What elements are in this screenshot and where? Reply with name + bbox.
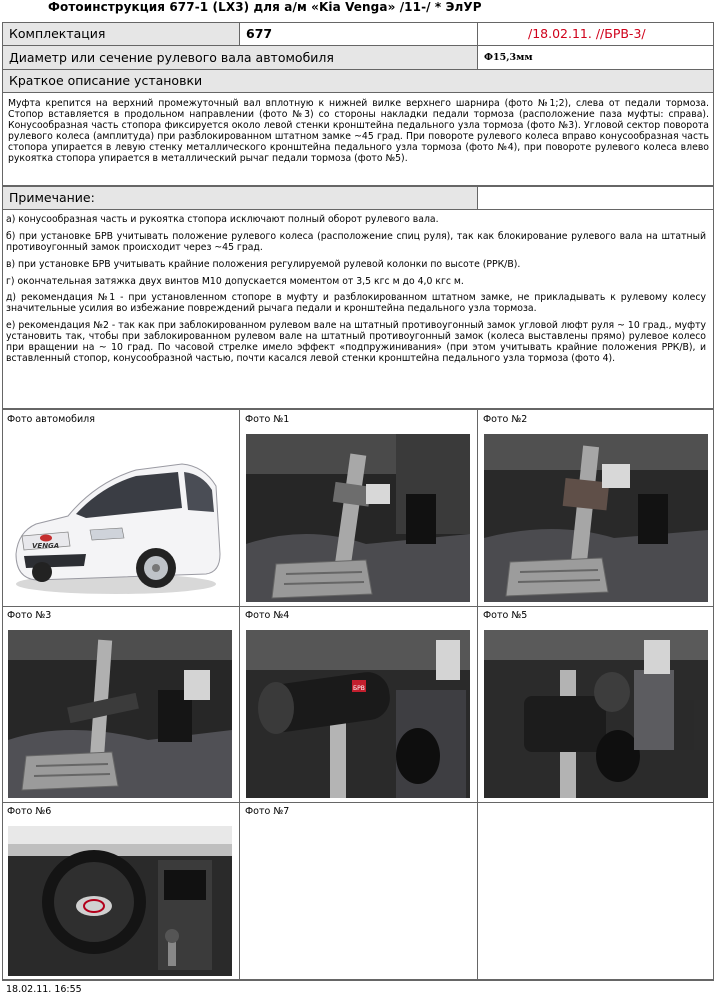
grid-vline-1 <box>239 409 240 980</box>
photo-car-label: Фото автомобиля <box>7 414 95 425</box>
notes-empty-cell <box>477 186 714 210</box>
row-description-label-cell <box>2 69 714 93</box>
car-photo <box>6 434 232 602</box>
photo-6-image <box>8 826 232 976</box>
photo-4-label: Фото №4 <box>245 610 290 621</box>
description-label: Краткое описание установки <box>9 73 203 88</box>
grid-vline-2 <box>477 409 478 980</box>
notes-label-cell <box>2 186 478 210</box>
photo-1-image <box>246 434 470 602</box>
photo-3-label: Фото №3 <box>7 610 52 621</box>
photo-5-label: Фото №5 <box>483 610 528 621</box>
row-kit-value-cell <box>239 22 478 46</box>
row-shaft-value-cell <box>477 45 714 70</box>
row-kit-label-cell <box>2 22 240 46</box>
note-b: б) при установке БРВ учитывать положение рулевого колеса (расположение спиц руля), так как блокирование рулевого вала на штатный противоугонный замок происходит через ~45 град. <box>6 231 706 253</box>
photo-2-label: Фото №2 <box>483 414 528 425</box>
photo-3-image <box>8 630 232 798</box>
photo-4-image <box>246 630 470 798</box>
note-c: в) при установке БРВ учитывать крайние положения регулируемой рулевой колонки по высоте (РРК/В). <box>6 259 521 270</box>
row-shaft-label-cell <box>2 45 478 70</box>
note-e: д) рекомендация №1 - при установленном стопоре в муфту и разблокированном штатном замке, не прикладывать к рулевому колесу значительные усилия во избежание повреждений рычага педали и кронштейна педального узла тормоза. <box>6 292 706 314</box>
date-code: /18.02.11. //БРВ-3/ <box>528 26 646 41</box>
notes-label: Примечание: <box>9 190 95 205</box>
photo-5-image <box>484 630 708 798</box>
kit-value: 677 <box>246 26 273 41</box>
row-kit-date-cell <box>477 22 714 46</box>
description-cell <box>2 92 714 186</box>
kit-label: Комплектация <box>9 26 106 41</box>
photo-2-image <box>484 434 708 602</box>
shaft-label: Диаметр или сечение рулевого вала автомобиля <box>9 50 334 65</box>
lock-marking-text: БРВ <box>353 685 365 692</box>
grid-hline-1 <box>2 606 714 607</box>
document-title: Фотоинструкция 677-1 (LX3) для а/м «Kia Venga» /11-/ * ЭлУР <box>48 0 482 14</box>
note-d: г) окончательная затяжка двух винтов М10 допускается моментом от 3,5 кгс м до 4,0 кгс м. <box>6 276 464 287</box>
photo-1-label: Фото №1 <box>245 414 290 425</box>
photo-6-label: Фото №6 <box>7 806 52 817</box>
photo-7-label: Фото №7 <box>245 806 290 817</box>
note-a: а) конусообразная часть и рукоятка стопора исключают полный оборот рулевого вала. <box>6 214 439 225</box>
description-text: Муфта крепится на верхний промежуточный вал вплотную к нижней вилке верхнего шарнира (фото №1;2), слева от педали тормоза. Стопор вставляется в продольном направлении (фото №3) со стороны накладки педали тормоза (расположение паза муфты: справа). Конусообразная часть стопора фиксируется около левой стенки кронштейна педального узла тормоза (фото №3). Угловой сектор поворота рулевого колеса (амплитуда) при разблокированном штатном замке ~45 град. При повороте рулевого колеса вправо конусообразная часть стопора упирается в левую стенку металлического кронштейна педального узла тормоза (фото №4), при повороте рулевого колеса влево рукоятка стопора упирается в металлический рычаг педали тормоза (фото №5). <box>8 98 709 164</box>
car-badge-text: VENGA <box>32 542 60 550</box>
grid-hline-3 <box>2 980 714 981</box>
footer-timestamp: 18.02.11. 16:55 <box>6 984 82 995</box>
grid-hline-2 <box>2 802 714 803</box>
note-f: е) рекомендация №2 - так как при заблокированном рулевом вале на штатный противоугонный замок угловой люфт руля ~ 10 град., муфту установить так, чтобы при заблокированном рулевом вале на штатный противоугонный замок (колеса выставлены прямо) рулевое колесо при вращении на ~ 10 град. По часовой стрелке имело эффект «подпружинивания» (при этом учитывать крайние положения РРК/В), и вставленный стопор, конусообразной частью, почти касался левой стенки кронштейна педального узла тормоза (фото 4). <box>6 320 706 364</box>
shaft-value: Ф15,3мм <box>484 52 533 63</box>
